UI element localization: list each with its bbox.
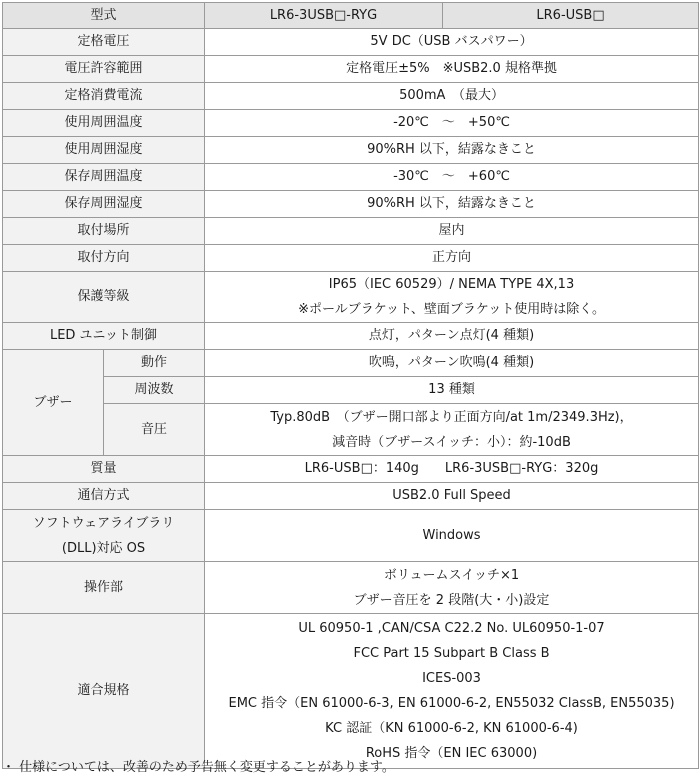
standards-label: 適合規格	[3, 614, 205, 769]
mass-label: 質量	[3, 456, 205, 483]
led-value: 点灯，パターン点灯(4 種類)	[205, 323, 699, 350]
row-value: 90%RH 以下，結露なきこと	[205, 191, 699, 218]
standard-line: KC 認証（KN 61000-6-2, KN 61000-6-4)	[325, 721, 578, 736]
row-value: 90%RH 以下，結露なきこと	[205, 137, 699, 164]
protection-value	[205, 272, 699, 323]
led-label: LED ユニット制御	[3, 323, 205, 350]
buzzer-frequency-value: 13 種類	[205, 377, 699, 404]
controls-value	[205, 562, 699, 614]
software-label	[3, 510, 205, 562]
row-value: -30℃ ～ +60℃	[205, 164, 699, 191]
table-row	[3, 377, 699, 404]
buzzer-operation-label: 動作	[104, 350, 205, 377]
header-row	[3, 3, 699, 29]
row-label: 電圧許容範囲	[3, 56, 205, 83]
sound-pressure-label: 音圧	[104, 404, 205, 456]
row-label: 保存周囲温度	[3, 164, 205, 191]
standard-line: FCC Part 15 Subpart B Class B	[353, 646, 550, 661]
row-label: 使用周囲温度	[3, 110, 205, 137]
standards-value	[205, 614, 699, 769]
row-label: 保存周囲湿度	[3, 191, 205, 218]
header-model-3usb-ryg: LR6-3USB□-RYG	[205, 3, 443, 29]
table-row	[3, 191, 699, 218]
buzzer-frequency-label: 周波数	[104, 377, 205, 404]
protection-line: ※ポールブラケット、壁面ブラケット使用時は除く。	[298, 302, 605, 317]
table-row	[3, 245, 699, 272]
table-row	[3, 614, 699, 769]
table-row	[3, 350, 699, 377]
comm-label: 通信方式	[3, 483, 205, 510]
table-row	[3, 29, 699, 56]
row-label: 取付場所	[3, 218, 205, 245]
table-row	[3, 56, 699, 83]
row-value: 500mA （最大）	[205, 83, 699, 110]
table-row	[3, 83, 699, 110]
table-row	[3, 110, 699, 137]
table-row	[3, 137, 699, 164]
table-row	[3, 164, 699, 191]
table-row	[3, 483, 699, 510]
table-row	[3, 272, 699, 323]
controls-line: ブザー音圧を 2 段階(大・小)設定	[353, 592, 550, 608]
standard-line: ICES-003	[422, 671, 481, 686]
controls-line: ボリュームスイッチ×1	[383, 567, 520, 583]
controls-label: 操作部	[3, 562, 205, 614]
table-row	[3, 218, 699, 245]
row-value: 屋内	[205, 218, 699, 245]
row-value: 正方向	[205, 245, 699, 272]
row-value: 5V DC（USB バスパワー）	[205, 29, 699, 56]
row-label: 使用周囲湿度	[3, 137, 205, 164]
table-row	[3, 456, 699, 483]
row-value: 定格電圧±5% ※USB2.0 規格準拠	[205, 56, 699, 83]
spec-table	[2, 2, 699, 769]
table-row	[3, 404, 699, 456]
table-row	[3, 323, 699, 350]
row-value: -20℃ ～ +50℃	[205, 110, 699, 137]
sound-pressure-line: 減音時（ブザースイッチ：小）：約-10dB	[332, 434, 571, 450]
standard-line: UL 60950-1 ,CAN/CSA C22.2 No. UL60950-1-07	[298, 621, 605, 636]
table-row	[3, 562, 699, 614]
software-label-line: ソフトウェアライブラリ	[32, 515, 175, 531]
header-label: 型式	[3, 3, 205, 29]
protection-label: 保護等級	[3, 272, 205, 323]
mass-value: LR6-USB□：140g LR6-3USB□-RYG：320g	[205, 456, 699, 483]
comm-value: USB2.0 Full Speed	[205, 483, 699, 510]
sound-pressure-value	[205, 404, 699, 456]
standard-line: RoHS 指令（EN IEC 63000)	[365, 746, 538, 761]
software-value: Windows	[205, 510, 699, 562]
software-label-line: (DLL)対応 OS	[61, 540, 146, 556]
table-row	[3, 510, 699, 562]
row-label: 定格消費電流	[3, 83, 205, 110]
header-model-usb: LR6-USB□	[443, 3, 699, 29]
buzzer-operation-value: 吹鳴，パターン吹鳴(4 種類)	[205, 350, 699, 377]
row-label: 取付方向	[3, 245, 205, 272]
protection-line: IP65（IEC 60529）/ NEMA TYPE 4X,13	[328, 277, 575, 292]
buzzer-label: ブザー	[3, 350, 104, 456]
row-label: 定格電圧	[3, 29, 205, 56]
footnote: ・ 仕様については、改善のため予告無く変更することがあります。	[2, 760, 395, 775]
sound-pressure-line: Typ.80dB （ブザー開口部より正面方向/at 1m/2349.3Hz)，	[270, 409, 633, 425]
standard-line: EMC 指令（EN 61000-6-3, EN 61000-6-2, EN55032 ClassB, EN55035)	[228, 696, 675, 711]
